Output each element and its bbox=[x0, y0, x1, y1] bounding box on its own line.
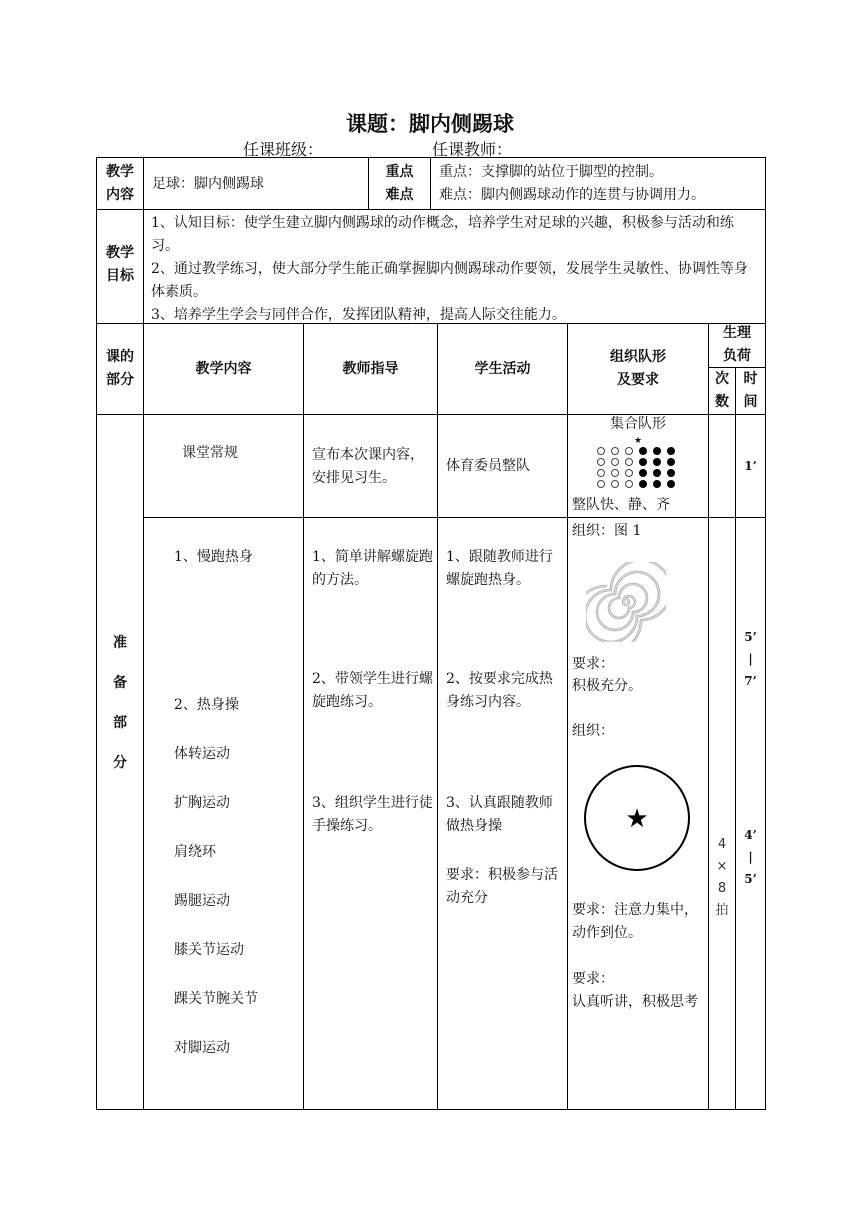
warmup-student-2: 2、按要求完成热身练习内容。 bbox=[446, 671, 553, 710]
exercise-item: 肩绕环 bbox=[174, 844, 216, 860]
student-col-header-cell bbox=[438, 324, 568, 415]
routine-org-req: 整队快、静、齐 bbox=[572, 497, 670, 513]
goal-1: 1、认知目标：使学生建立脚内侧踢球的动作概念，培养学生对足球的兴趣，积极参与活动和练习。 bbox=[151, 215, 734, 254]
warmup-org-req-2: 要求：注意力集中，动作到位。 bbox=[572, 902, 698, 941]
org-col-header-cell bbox=[568, 324, 709, 415]
warmup-times-cell bbox=[709, 518, 736, 1109]
student-dot-icon bbox=[653, 469, 661, 477]
warmup-content-2: 2、热身操 bbox=[174, 697, 239, 713]
student-dot-icon bbox=[653, 447, 661, 455]
student-circle-icon bbox=[625, 447, 633, 455]
load-header: 生理 负荷 bbox=[723, 325, 751, 364]
key-points-cell bbox=[431, 158, 765, 210]
exercise-item: 踝关节腕关节 bbox=[174, 991, 258, 1007]
goal-2: 2、通过教学练习，使大部分学生能正确掌握脚内侧踢球动作要领，发展学生灵敏性、协调性等身体素质。 bbox=[151, 261, 748, 300]
content-value-cell bbox=[144, 158, 369, 210]
warmup-student-1: 1、跟随教师进行螺旋跑热身。 bbox=[446, 549, 553, 588]
time-header-cell bbox=[736, 368, 765, 415]
goals-header-cell bbox=[97, 210, 144, 324]
warmup-time-2: 4’ | 5’ bbox=[744, 828, 757, 886]
student-circle-icon bbox=[597, 480, 605, 488]
warmup-org-req-3b: 认真听讲，积极思考 bbox=[572, 994, 698, 1010]
page-title: 课题：脚内侧踢球 bbox=[346, 112, 514, 136]
guide-col-header-cell bbox=[304, 324, 438, 415]
student-circle-icon bbox=[597, 458, 605, 466]
times-header-cell bbox=[709, 368, 736, 415]
formation-diagram bbox=[597, 447, 681, 488]
key-header-cell bbox=[369, 158, 431, 210]
student-dot-icon bbox=[653, 480, 661, 488]
exercise-item: 扩胸运动 bbox=[174, 795, 230, 811]
exercise-item: 膝关节运动 bbox=[174, 942, 244, 958]
star-icon: ★ bbox=[634, 436, 643, 446]
warmup-guide-1: 1、简单讲解螺旋跑的方法。 bbox=[312, 549, 433, 588]
student-circle-icon bbox=[611, 480, 619, 488]
circle-formation-diagram bbox=[582, 763, 692, 873]
content-value: 足球：脚内侧踢球 bbox=[152, 176, 264, 192]
goal-3: 3、培养学生学会与同伴合作，发挥团队精神，提高人际交往能力。 bbox=[151, 307, 566, 323]
warmup-org-1: 组织：图 1 bbox=[572, 523, 642, 539]
warmup-student-cell bbox=[438, 518, 568, 1109]
warmup-org-cell bbox=[568, 518, 709, 1109]
content-col-header-cell bbox=[144, 324, 304, 415]
warmup-student-3: 3、认真跟随教师做热身操 bbox=[446, 795, 553, 834]
goals-header: 教学 目标 bbox=[106, 245, 134, 284]
part-header-cell bbox=[97, 324, 144, 415]
warmup-guide-cell bbox=[304, 518, 438, 1109]
student-dot-icon bbox=[653, 458, 661, 466]
student-circle-icon bbox=[611, 458, 619, 466]
spiral-diagram bbox=[586, 562, 666, 642]
part-header: 课的 部分 bbox=[106, 349, 134, 388]
student-dot-icon bbox=[667, 458, 675, 466]
routine-student: 体育委员整队 bbox=[446, 458, 530, 474]
warmup-content-cell bbox=[144, 518, 304, 1109]
warmup-times: 4 × 8 拍 bbox=[715, 837, 729, 918]
section-label: 准 备 部 分 bbox=[113, 635, 127, 771]
exercise-item: 对脚运动 bbox=[174, 1040, 230, 1056]
class-label: 任课班级： bbox=[243, 140, 324, 159]
student-circle-icon bbox=[611, 447, 619, 455]
student-circle-icon bbox=[625, 480, 633, 488]
warmup-time-cell bbox=[736, 518, 765, 1109]
routine-time-cell bbox=[736, 415, 765, 518]
guide-col-header: 教师指导 bbox=[342, 361, 399, 377]
student-dot-icon bbox=[667, 480, 675, 488]
routine-content: 课堂常规 bbox=[182, 445, 238, 461]
warmup-guide-2: 2、带领学生进行螺旋跑练习。 bbox=[312, 671, 433, 710]
student-col-header: 学生活动 bbox=[474, 361, 531, 377]
key-header: 重点 难点 bbox=[385, 164, 414, 203]
student-dot-icon bbox=[639, 480, 647, 488]
routine-times-cell bbox=[709, 415, 736, 518]
warmup-org-req-1: 要求： bbox=[572, 656, 614, 672]
warmup-org-req-3: 要求： bbox=[572, 971, 614, 987]
goals-cell bbox=[144, 210, 765, 324]
student-circle-icon bbox=[611, 469, 619, 477]
routine-guide: 宣布本次课内容，安排见习生。 bbox=[312, 447, 424, 486]
warmup-student-req: 要求：积极参与活动充分 bbox=[446, 867, 558, 906]
student-circle-icon bbox=[625, 458, 633, 466]
warmup-org-2: 组织： bbox=[572, 723, 614, 739]
content-col-header: 教学内容 bbox=[195, 361, 252, 377]
warmup-guide-3: 3、组织学生进行徒手操练习。 bbox=[312, 795, 433, 834]
content-header: 教学 内容 bbox=[106, 164, 134, 203]
exercise-item: 踢腿运动 bbox=[174, 893, 230, 909]
star-icon: ★ bbox=[625, 804, 649, 834]
routine-time: 1’ bbox=[744, 459, 757, 473]
routine-org-cell bbox=[568, 415, 709, 518]
routine-org-title: 集合队形 bbox=[610, 416, 666, 432]
teacher-label: 任课教师： bbox=[432, 140, 513, 159]
student-dot-icon bbox=[639, 447, 647, 455]
warmup-org-req-1b: 积极充分。 bbox=[572, 678, 642, 694]
warmup-content-1: 1、慢跑热身 bbox=[174, 549, 253, 565]
lesson-plan-table bbox=[96, 157, 766, 1110]
student-dot-icon bbox=[639, 469, 647, 477]
student-dot-icon bbox=[667, 469, 675, 477]
student-circle-icon bbox=[597, 447, 605, 455]
routine-student-cell bbox=[438, 415, 568, 518]
student-circle-icon bbox=[625, 469, 633, 477]
load-header-cell bbox=[709, 324, 765, 368]
time-header: 时 间 bbox=[743, 371, 758, 410]
section-cell bbox=[97, 415, 144, 1109]
difficulty: 难点：脚内侧踢球动作的连贯与协调用力。 bbox=[439, 187, 705, 203]
student-circle-icon bbox=[597, 469, 605, 477]
routine-guide-cell bbox=[304, 415, 438, 518]
exercise-item: 体转运动 bbox=[174, 746, 230, 762]
student-dot-icon bbox=[639, 458, 647, 466]
content-header-cell bbox=[97, 158, 144, 210]
org-col-header: 组织队形 及要求 bbox=[610, 349, 666, 388]
student-dot-icon bbox=[667, 447, 675, 455]
warmup-time-1: 5’ | 7’ bbox=[744, 630, 757, 688]
routine-content-cell bbox=[144, 415, 304, 518]
key-point: 重点：支撑脚的站位于脚型的控制。 bbox=[439, 164, 663, 180]
times-header: 次 数 bbox=[715, 371, 729, 410]
